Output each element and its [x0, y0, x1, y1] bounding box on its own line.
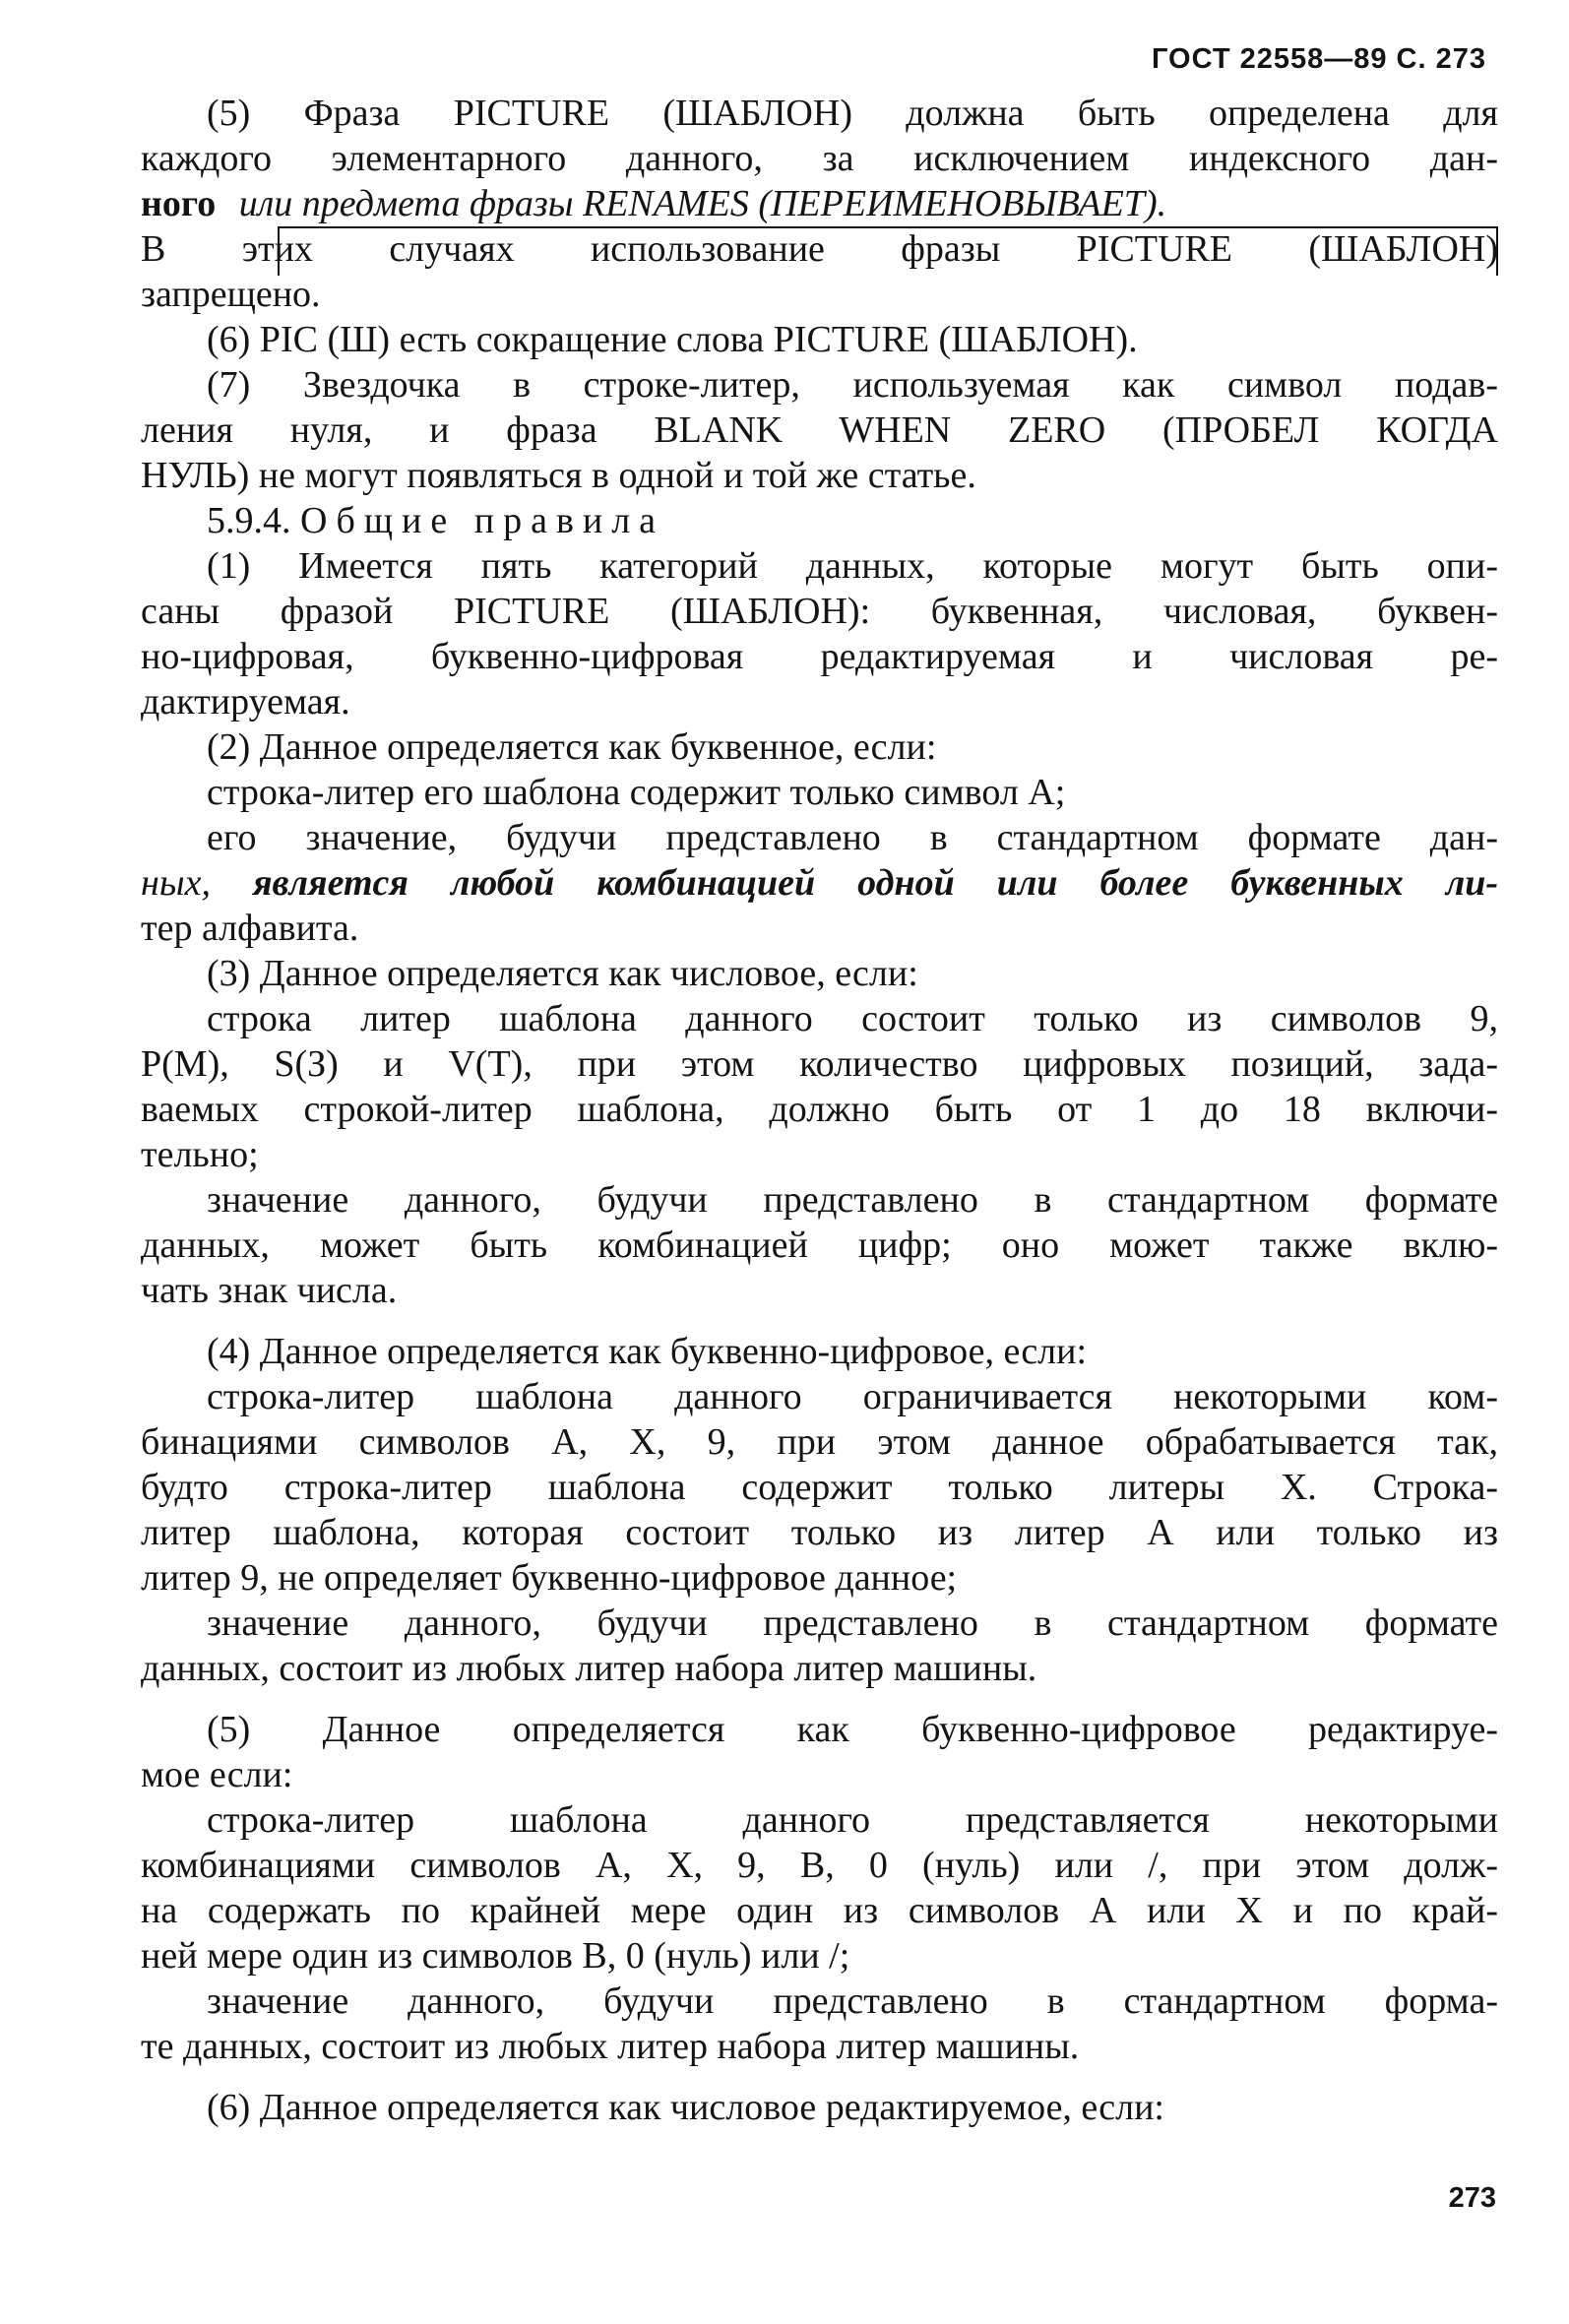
text-line: тельно;	[141, 1134, 259, 1175]
text-line: строка литер шаблона данного состоит только из символов 9,	[207, 998, 1498, 1039]
section-number: 5.9.4.	[207, 500, 291, 541]
text-line: (6) Данное определяется как числовое редактируемое, если:	[207, 2087, 1164, 2128]
text-line: В этих случаях использование фразы PICTURE (ШАБЛОН)	[141, 228, 1498, 270]
text-line: запрещено.	[141, 274, 321, 315]
text-line: ней мере один из символов В, 0 (нуль) или /;	[141, 1935, 850, 1977]
text-line: чать знак числа.	[141, 1270, 398, 1311]
text-line: (6) PIC (Ш) есть сокращение слова PICTURE (ШАБЛОН).	[207, 319, 1138, 360]
text-line: НУЛЬ) не могут появляться в одной и той же статье.	[141, 455, 976, 496]
text-line: (7) Звездочка в строке-литер, используемая как символ подав-	[207, 364, 1498, 406]
text-line: комбинациями символов А, X, 9, В, 0 (нуль) или /, при этом долж-	[141, 1845, 1498, 1886]
text-line: дактируемая.	[141, 681, 350, 722]
text-line: его значение, будучи представлено в стандартном формате дан-	[207, 817, 1498, 858]
text-line: строка-литер шаблона данного ограничивается некоторыми ком-	[207, 1376, 1498, 1417]
text-line: будто строка-литер шаблона содержит только литеры X. Строка-	[141, 1467, 1498, 1508]
text-line: саны фразой PICTURE (ШАБЛОН): буквенная, числовая, буквен-	[141, 591, 1498, 632]
section-heading	[207, 498, 1498, 543]
text-line: литер шаблона, которая состоит только из литер А или только из	[141, 1512, 1498, 1553]
text-line	[141, 860, 1498, 906]
text-line: но-цифровая, буквенно-цифровая редактируемая и числовая ре-	[141, 636, 1498, 677]
text-line: значение данного, будучи представлено в стандартном форма-	[207, 1980, 1498, 2022]
italic-text-run: ных,	[141, 862, 253, 904]
page-number: 273	[1448, 2182, 1496, 2214]
running-header: ГОСТ 22558—89 С. 273	[1151, 43, 1486, 75]
text-line: данных, состоит из любых литер набора литер машины.	[141, 1648, 1037, 1689]
text-line: литер 9, не определяет буквенно-цифровое данное;	[141, 1557, 958, 1599]
text-line: ваемых строкой-литер шаблона, должно быть от 1 до 18 включи-	[141, 1089, 1498, 1130]
bold-italic-text-run: является любой комбинацией одной или более буквенных ли-	[252, 862, 1498, 904]
text-run: ного	[141, 183, 225, 224]
text-line: значение данного, будучи представлено в стандартном формате	[207, 1602, 1498, 1644]
text-line	[141, 181, 1498, 226]
section-title: Общие правила	[300, 500, 665, 541]
italic-text-run: или предмета фразы RENAMES (ПЕРЕИМЕНОВЫВАЕТ).	[238, 183, 1167, 224]
text-line: данных, может быть комбинацией цифр; оно может также вклю-	[141, 1225, 1498, 1266]
text-line: (2) Данное определяется как буквенное, если:	[207, 726, 937, 768]
text-line: Р(М), S(З) и V(Т), при этом количество цифровых позиций, зада-	[141, 1043, 1498, 1085]
text-line: строка-литер его шаблона содержит только символ А;	[207, 772, 1066, 813]
text-line: на содержать по крайней мере один из символов А или X и по край-	[141, 1890, 1498, 1931]
text-line: те данных, состоит из любых литер набора литер машины.	[141, 2026, 1080, 2067]
text-line: (3) Данное определяется как числовое, если:	[207, 953, 918, 994]
text-line: (5) Данное определяется как буквенно-цифровое редактируе-	[207, 1709, 1498, 1750]
text-line: значение данного, будучи представлено в стандартном формате	[207, 1179, 1498, 1221]
text-line: (1) Имеется пять категорий данных, которые могут быть опи-	[207, 545, 1498, 587]
text-line: строка-литер шаблона данного представляется некоторыми	[207, 1799, 1498, 1841]
text-line: ления нуля, и фраза BLANK WHEN ZERO (ПРОБЕЛ КОГДА	[141, 409, 1498, 451]
text-line: бинациями символов А, X, 9, при этом данное обрабатывается так,	[141, 1421, 1498, 1463]
text-line: (4) Данное определяется как буквенно-цифровое, если:	[207, 1331, 1088, 1372]
text-line: каждого элементарного данного, за исключением индексного дан-	[141, 138, 1498, 179]
text-line: (5) Фраза PICTURE (ШАБЛОН) должна быть определена для	[207, 93, 1498, 134]
text-line: тер алфавита.	[141, 908, 359, 949]
text-line: мое если:	[141, 1754, 293, 1795]
